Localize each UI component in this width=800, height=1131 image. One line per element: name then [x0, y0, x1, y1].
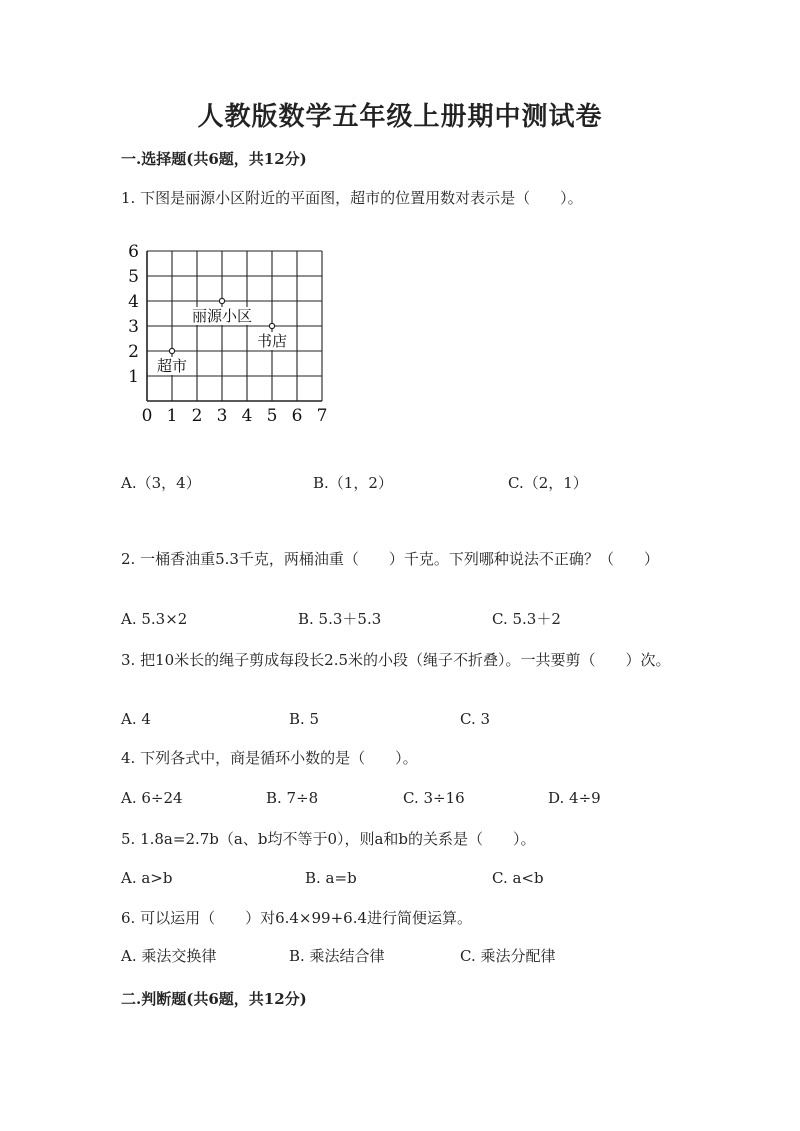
question-5: 5. 1.8a=2.7b（a、b均不等于0），则a和b的关系是（ ）。 [121, 830, 536, 848]
x-tick-label: 6 [291, 406, 303, 426]
question-1: 1. 下图是丽源小区附近的平面图，超市的位置用数对表示是（ ）。 [121, 189, 583, 207]
q1-option-a: A.（3，4） [121, 474, 201, 492]
y-tick-label: 5 [128, 267, 139, 287]
question-6: 6. 可以运用（ ）对6.4×99+6.4进行简便运算。 [121, 909, 473, 927]
q3-option-c: C. 3 [460, 710, 491, 728]
q4-option-d: D. 4÷9 [548, 789, 601, 807]
q3-option-a: A. 4 [121, 710, 151, 728]
place-point [219, 298, 224, 303]
place-point [169, 348, 174, 353]
q2-option-b: B. 5.3＋5.3 [298, 610, 382, 628]
place-label: 书店 [256, 332, 288, 350]
section-heading-judgement: 二.判断题(共6题，共12分) [121, 990, 307, 1008]
q6-option-c: C. 乘法分配律 [460, 947, 556, 965]
page-title: 人教版数学五年级上册期中测试卷 [197, 102, 603, 132]
q6-option-a: A. 乘法交换律 [121, 947, 217, 965]
y-tick-label: 4 [128, 292, 139, 312]
x-tick-label: 1 [166, 406, 178, 426]
x-tick-label: 5 [266, 406, 278, 426]
question-2: 2. 一桶香油重5.3千克，两桶油重（ ）千克。下列哪种说法不正确？（ ） [121, 550, 659, 568]
q4-option-b: B. 7÷8 [266, 789, 319, 807]
q5-option-c: C. a<b [492, 869, 544, 887]
x-tick-label: 4 [241, 406, 253, 426]
y-tick-label: 6 [128, 243, 139, 262]
q5-option-a: A. a>b [121, 869, 173, 887]
q2-option-a: A. 5.3×2 [121, 610, 188, 628]
place-label: 超市 [156, 357, 188, 375]
place-label: 丽源小区 [191, 307, 253, 325]
q5-option-b: B. a=b [305, 869, 357, 887]
q3-option-b: B. 5 [289, 710, 320, 728]
question-3: 3. 把10米长的绳子剪成每段长2.5米的小段（绳子不折叠）。一共要剪（ ）次。 [121, 651, 671, 669]
q1-option-c: C.（2，1） [508, 474, 588, 492]
grid-svg [127, 243, 337, 429]
q4-option-c: C. 3÷16 [403, 789, 465, 807]
x-tick-label: 2 [191, 406, 203, 426]
q2-option-c: C. 5.3＋2 [492, 610, 561, 628]
y-tick-label: 3 [128, 317, 139, 337]
x-tick-label: 0 [141, 406, 153, 426]
x-tick-label: 7 [316, 406, 328, 426]
q1-option-b: B.（1，2） [313, 474, 393, 492]
x-tick-label: 3 [216, 406, 228, 426]
question-4: 4. 下列各式中，商是循环小数的是（ ）。 [121, 749, 418, 767]
section-heading-choice: 一.选择题(共6题，共12分) [121, 150, 307, 168]
place-point [269, 323, 274, 328]
y-tick-label: 2 [128, 342, 139, 362]
coordinate-grid-figure [127, 243, 337, 433]
q6-option-b: B. 乘法结合律 [289, 947, 385, 965]
y-tick-label: 1 [128, 367, 139, 387]
q4-option-a: A. 6÷24 [121, 789, 183, 807]
